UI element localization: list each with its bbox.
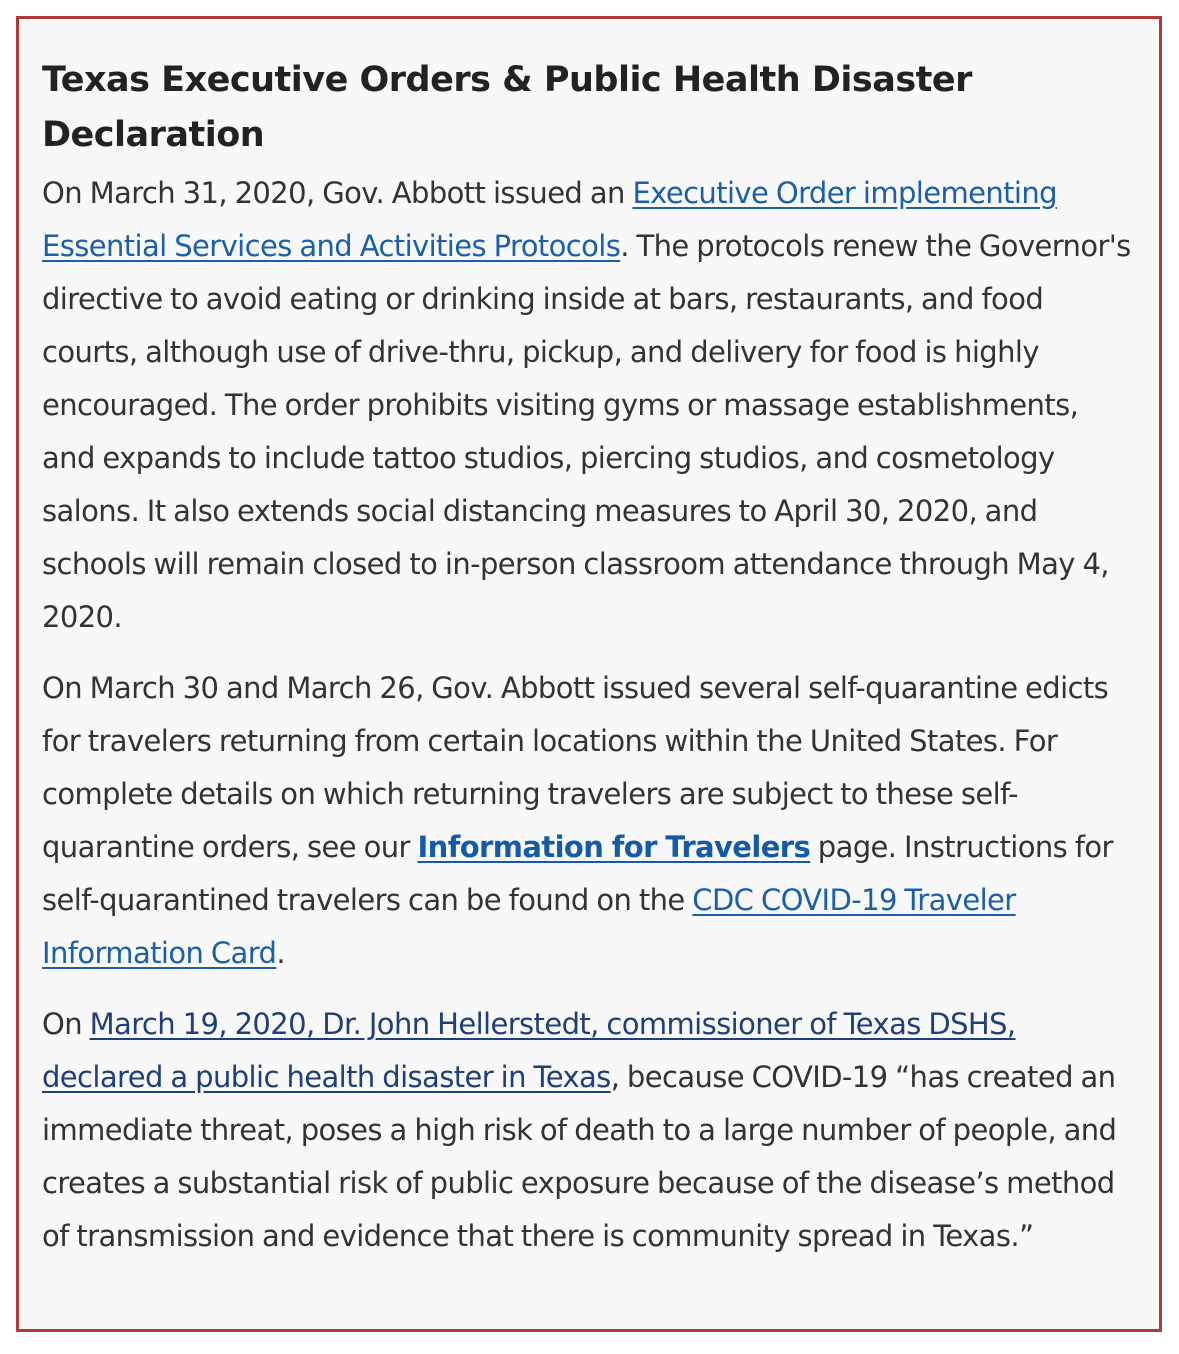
p3-text-1: On bbox=[42, 1007, 90, 1041]
alert-box bbox=[16, 16, 1162, 1332]
cdc-traveler-card-link[interactable]: CDC COVID-19 Traveler Information Card bbox=[42, 883, 1016, 970]
paragraph-disaster-declaration bbox=[42, 998, 1137, 1263]
p1-text-1: On March 31, 2020, Gov. Abbott issued an bbox=[42, 176, 633, 210]
paragraph-executive-order bbox=[42, 167, 1137, 644]
p1-text-2: . The protocols renew the Governor's directive to avoid eating or drinking inside at bars, restaurants, and food courts, although use of drive-thru, pickup, and delivery for food is highly encouraged. The order prohibits visiting gyms or massage establishments, and expands to include tattoo studios, piercing studios, and cosmetology salons. It also extends social distancing measures to April 30, 2020, and schools will remain closed to in-person classroom attendance through May 4, 2020. bbox=[42, 229, 1131, 634]
p2-text-2: page. Instructions for self-quarantined travelers can be found on the bbox=[42, 830, 1113, 917]
disaster-declaration-link[interactable]: March 19, 2020, Dr. John Hellerstedt, commissioner of Texas DSHS, declared a public health disaster in Texas bbox=[42, 1007, 1016, 1094]
paragraph-self-quarantine bbox=[42, 662, 1137, 980]
information-for-travelers-link[interactable]: Information for Travelers bbox=[417, 830, 811, 864]
section-title: Texas Executive Orders & Public Health Disaster Declaration bbox=[42, 60, 972, 155]
executive-order-link[interactable]: Executive Order implementing Essential Services and Activities Protocols bbox=[42, 176, 1057, 263]
p2-text-3: . bbox=[276, 936, 285, 970]
p2-text-1: On March 30 and March 26, Gov. Abbott issued several self-quarantine edicts for travelers returning from certain locations within the United States. For complete details on which returning travelers are subject to these self-quarantine orders, see our bbox=[42, 671, 1109, 864]
p3-text-2: , because COVID-19 “has created an immediate threat, poses a high risk of death to a large number of people, and creates a substantial risk of public exposure because of the disease’s method of transmission and evidence that there is community spread in Texas.” bbox=[42, 1060, 1117, 1253]
